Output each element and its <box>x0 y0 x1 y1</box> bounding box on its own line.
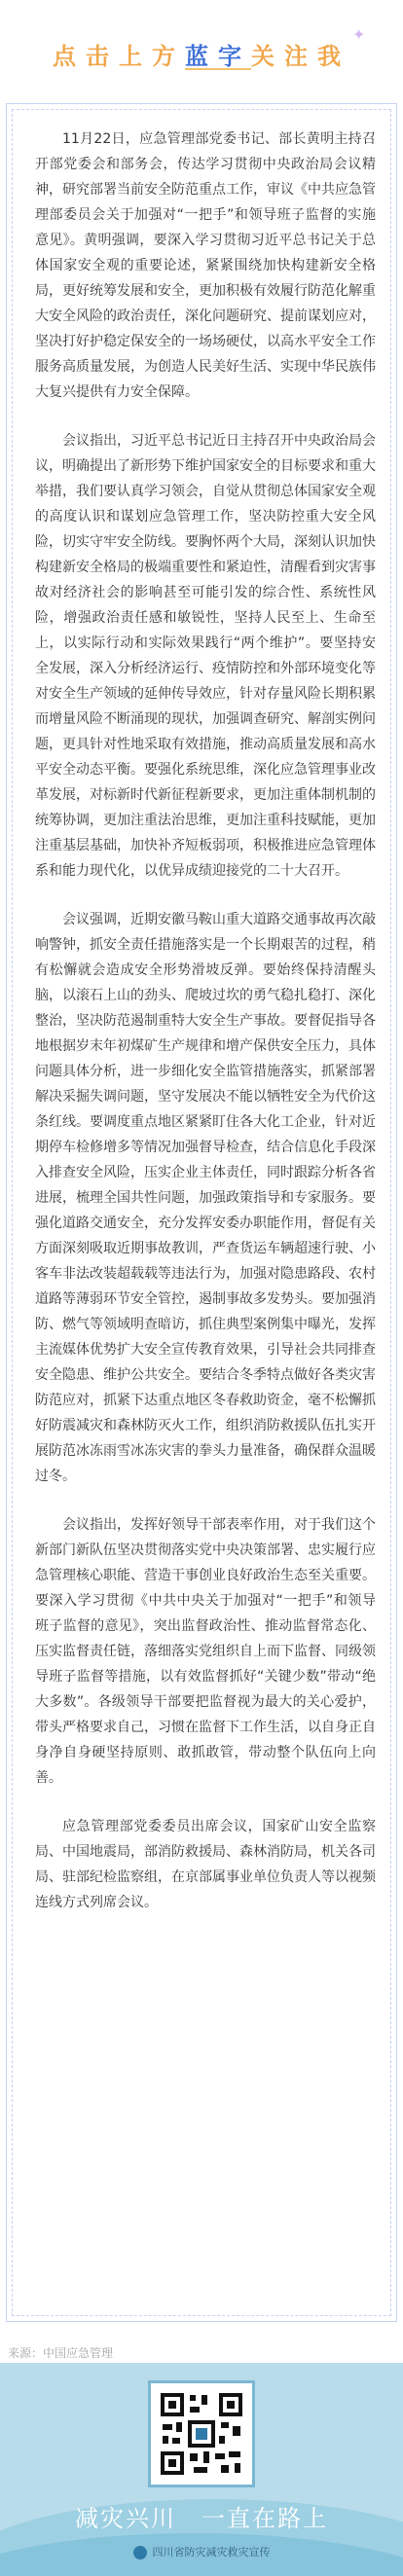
article-paragraph-5: 应急管理部党委委员出席会议，国家矿山安全监察局、中国地震局，部消防救援局、森林消防局，机关各司局、驻部纪检监察组，在京部属事业单位负责人等以视频连线方式列席会议。 <box>35 1819 376 1910</box>
banner-caption <box>0 2544 403 2559</box>
article-paragraph-2: 会议指出，习近平总书记近日主持召开中央政治局会议，明确提出了新形势下维护国家安全的目标要求和重大举措，我们要认真学习领会，自觉从贯彻总体国家安全观的高度认识和谋划应急管理工作，坚决防控重大安全风险，切实守牢安全防线。要胸怀两个大局，深刻认识加快构建新安全格局的极端重要性和紧迫性，清醒看到灾害事故对经济社会的影响甚至可能引发的综合性、系统性风险，增强政治责任感和敏锐性，坚持人民至上、生命至上，以实际行动和实际效果践行“两个维护”。要坚持安全发展，深入分析经济运行、疫情防控和外部环境变化等对安全生产领域的延伸传导效应，针对存量风险长期积累而增量风险不断涌现的现状，加强调查研究、解剖实例问题，更具针对性地采取有效措施，推动高质量发展和高水平安全动态平衡。要强化系统思维，深化应急管理事业改革发展，对标新时代新征程新要求，更加注重体制机制的统筹协调，更加注重法治思维，更加注重科技赋能，更加注重基层基础，加快补齐短板弱项，积极推进应急管理体系和能力现代化，以优异成绩迎接党的二十大召开。 <box>35 433 376 879</box>
article-paragraph-4: 会议指出，发挥好领导干部表率作用，对于我们这个新部门新队伍坚决贯彻落实党中央决策部署、忠实履行应急管理核心职能、营造干事创业良好政治生态至关重要。要深入学习贯彻《中共中央关于加强对“一把手”和领导班子监督的意见》，突出监督政治性、推动监督常态化、压实监督责任链，落细落实党组织自上而下监督、同级领导班子监督等措施，以有效监督抓好“关键少数”带动“绝大多数”。各级领导干部要把监督视为最大的关心爱护，带头严格要求自己，习惯在监督下工作生活，以自身正自身净自身硬坚持原则、敢抓敢管，带动整个队伍向上向善。 <box>35 1517 376 1786</box>
banner-caption-text: 四川省防灾减灾救灾宣传 <box>152 2546 271 2558</box>
sparkle-icon: ✦ <box>352 25 366 44</box>
article-body <box>35 127 376 1939</box>
source-text: 来源：中国应急管理 <box>8 2346 114 2360</box>
page-header <box>0 0 403 107</box>
article-paragraph-3: 会议强调，近期安徽马鞍山重大道路交通事故再次敲响警钟，抓安全责任措施落实是一个长期艰苦的过程，稍有松懈就会造成安全形势滑坡反弹。要始终保持清醒头脑，以滚石上山的劲头、爬坡过坎的勇气稳扎稳打、深化整治，坚决防范遏制重特大安全生产事故。要督促指导各地根据岁末年初煤矿生产规律和增产保供安全压力，具体问题具体分析，进一步细化安全监管措施落实，抓紧部署解决采掘失调问题，坚守发展决不能以牺牲安全为代价这条红线。要调度重点地区紧紧盯住各大化工企业，针对近期停车检修增多等情况加强督导检查，结合信息化手段深入排查安全风险，压实企业主体责任，同时跟踪分析各省进展，梳理全国共性问题，加强政策指导和专家服务。要强化道路交通安全，充分发挥安委办职能作用，督促有关方面深刻吸取近期事故教训，严查货运车辆超速行驶、小客车非法改装超载载等违法行为，加强对隐患路段、农村道路等薄弱环节安全管控，遏制事故多发势头。要加强消防、燃气等领域明查暗访，抓住典型案例集中曝光，发挥主流媒体优势扩大安全宣传教育效果，引导社会共同排查安全隐患、维护公共安全。要结合冬季特点做好各类灾害防范应对，抓紧下达重点地区冬春救助资金，毫不松懈抓好防震减灾和森林防灭火工作，组织消防救援队伍扎实开展防范冰冻雨雪冰冻灾害的拳头力量准备，确保群众温暖过冬。 <box>35 912 376 1484</box>
article-paragraph-1: 11月22日，应急管理部党委书记、部长黄明主持召开部党委会和部务会，传达学习贯彻中央政治局会议精神，研究部署当前安全防范重点工作，审议《中共应急管理部委员会关于加强对“一把手”和领导班子监督的实施意见》。黄明强调，要深入学习贯彻习近平总书记关于总体国家安全观的重要论述，紧紧围绕加快构建新安全格局，更好统筹发展和安全，更加积极有效履行防范化解重大安全风险的政治责任，深化问题研究、提前谋划应对，坚决打好护稳定保安全的一场场硬仗，以高水平安全工作服务高质量发展，为创造人民美好生活、实现中华民族伟大复兴提供有力安全保障。 <box>35 131 376 400</box>
emergency-logo-icon <box>133 2546 147 2559</box>
banner-slogan: 减灾兴川 一直在路上 <box>75 2505 328 2532</box>
title-part-2: 关注我 <box>251 43 350 70</box>
title-highlight: 蓝字 <box>185 43 251 70</box>
follow-prompt-title[interactable] <box>0 37 403 71</box>
promo-banner <box>0 2363 403 2576</box>
source-line <box>0 2343 403 2363</box>
title-part-1: 点击上方 <box>53 43 185 70</box>
qr-code-icon <box>159 2391 244 2477</box>
qr-code-card[interactable] <box>148 2380 255 2487</box>
